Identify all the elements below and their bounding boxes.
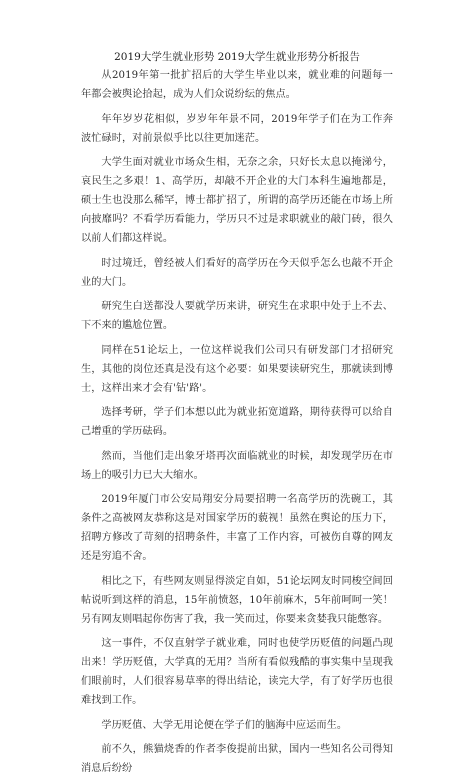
paragraph: 从2019年第一批扩招后的大学生毕业以来，就业难的问题每一年都会被舆论拾起，成为人们众说纷纭的焦点。	[81, 70, 393, 100]
paragraph: 2019年厦门市公安局翔安分局要招聘一名高学历的洗碗工，其条件之高被网友恭称这是对国家学历的藐视！虽然在舆论的压力下，招聘方修改了苛刻的招聘条件，丰富了工作内容，可被伤自尊的网友还是穷追不舍。	[81, 494, 393, 562]
paragraph: 这一事件，不仅直射学子就业难，同时也使学历贬值的问题凸现出来！学历贬值，大学真的无用？当所有看似残酷的事实集中呈现我们眼前时，人们很容易草率的得出结论，读完大学，有了好学历也很难找到工作。	[81, 638, 393, 706]
paragraph: 大学生面对就业市场众生相，无奈之余，只好长太息以掩涕兮，哀民生之多艰！1、高学历，却敲不开企业的大门本科生遍地都是，硕士生也没那么稀罕，博士都扩招了，所谓的高学历还能在市场上所向披靡吗？不看学历看能力，学历只不过是求职就业的敲门砖，很久以前人们都这样说。	[81, 157, 393, 244]
paragraph: 选择考研，学子们本想以此为就业拓宽道路，期待获得可以给自己增重的学历砝码。	[81, 407, 393, 437]
paragraph: 年年岁岁花相似，岁岁年年景不同，2019年学子们在为工作奔波忙碌时，对前景似乎比以往更加迷茫。	[81, 113, 393, 144]
paragraph: 学历贬值、大学无用论便在学子们的脑海中应运而生。	[101, 719, 348, 731]
paragraph: 同样在51论坛上，一位这样说我们公司只有研发部门才招研究生，其他的岗位还真是没有这个必要：如果要读研究生，那就读到博士，这样出来才会有'钻'路'。	[81, 344, 393, 394]
paragraph: 然而，当他们走出象牙塔再次面临就业的时候，却发现学历在市场上的吸引力已大大缩水。	[81, 450, 393, 481]
paragraph: 相比之下，有些网友则显得淡定自如，51论坛网友时同梭空间回帖说听到这样的消息，15年前愤怒，10年前麻木，5年前呵呵一笑！另有网友则唱起你伤害了我，我一笑而过，你要来贪婪我只能憋容。	[81, 575, 393, 625]
paragraph: 时过境迁，曾经被人们看好的高学历在今天似乎怎么也敲不开企业的大门。	[81, 257, 393, 288]
document-title: 2019大学生就业形势 2019大学生就业形势分析报告	[114, 51, 360, 63]
paragraph: 前不久，熊猫烧香的作者李俊提前出狱，国内一些知名公司得知消息后纷纷	[81, 744, 393, 774]
document-body	[81, 66, 393, 784]
paragraph: 研究生白送都没人要就学历来讲，研究生在求职中处于上不去、下不来的尴尬位置。	[81, 301, 393, 331]
